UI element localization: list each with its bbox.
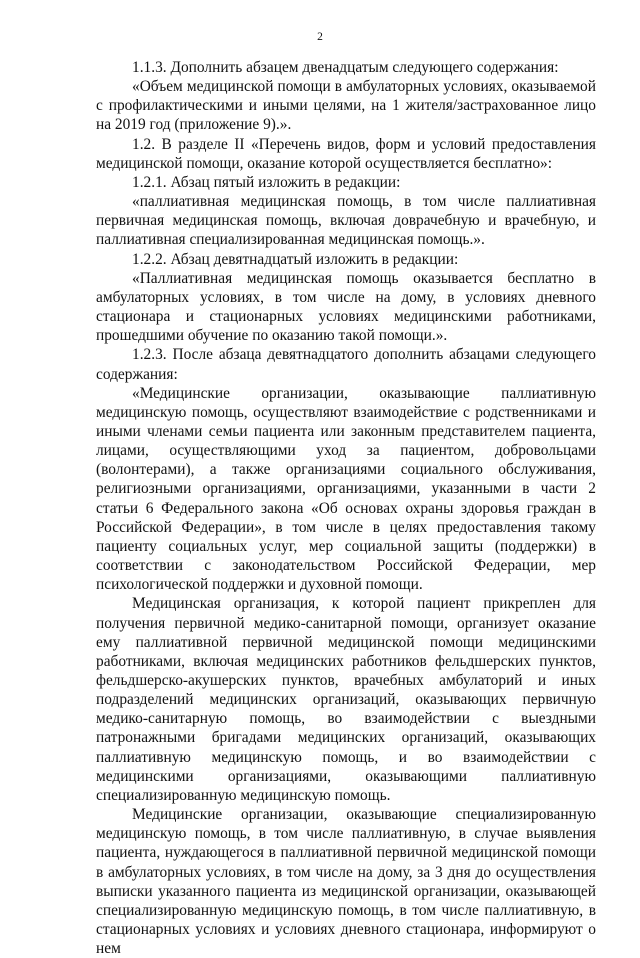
paragraph-specialized-care-org: Медицинские организации, оказывающие специализированную медицинскую помощь, в том числе паллиативную, в случае выявления пациента, нуждающегося в паллиативной первичной медицинской помощи в амбулаторных условиях, в том числе на дому, за 3 дня до осуществления выписки указанного пациента из медицинской организации, оказывающей специализированную медицинскую помощь, в том числе паллиативную, в стационарных условиях и условиях дневного стационара, информируют о нем xyxy=(96,806,596,958)
paragraph-volume-quote: «Объем медицинской помощи в амбулаторных условиях, оказываемой с профилактическими и иными целями, на 1 жителя/застрахованное лицо на 2019 год (приложение 9).». xyxy=(96,78,596,134)
paragraph-1-2-3: 1.2.3. После абзаца девятнадцатого дополнить абзацами следующего содержания: xyxy=(96,346,596,383)
document-body xyxy=(96,58,596,958)
paragraph-palliative-quote: «паллиативная медицинская помощь, в том числе паллиативная первичная медицинская помощь, включая доврачебную и врачебную, и паллиативная специализированная медицинская помощь.». xyxy=(96,193,596,249)
paragraph-1-2-2: 1.2.2. Абзац девятнадцатый изложить в редакции: xyxy=(132,250,459,268)
paragraph-1-2: 1.2. В разделе II «Перечень видов, форм и условий предоставления медицинской помощи, оказание которой осуществляется бесплатно»: xyxy=(96,135,596,172)
paragraph-free-care-quote: «Паллиативная медицинская помощь оказывается бесплатно в амбулаторных условиях, в том числе на дому, в условиях дневного стационара и стационарных условиях медицинскими работниками, прошедшими обучение по оказанию такой помощи.». xyxy=(96,269,596,345)
paragraph-organizations-interaction: «Медицинские организации, оказывающие паллиативную медицинскую помощь, осуществляют взаимодействие с родственниками и иными членами семьи пациента или законным представителем пациента, лицами, осуществляющими уход за пациентом, добровольцами (волонтерами), а также организациями социального обслуживания, религиозными организациями, организациями, указанными в части 2 статьи 6 Федерального закона «Об основах охраны здоровья граждан в Российской Федерации», в том числе в целях предоставления такому пациенту социальных услуг, мер социальной защиты (поддержки) в соответствии с законодательством Российской Федерации, мер психологической поддержки и духовной помощи. xyxy=(96,384,596,594)
page-number: 2 xyxy=(317,31,323,43)
paragraph-primary-care-org: Медицинская организация, к которой пациент прикреплен для получения первичной медико-санитарной помощи, организует оказание ему паллиативной первичной медицинской помощи медицинскими работниками, включая медицинских работников фельдшерских пунктов, фельдшерско-акушерских пунктов, врачебных амбулаторий и иных подразделений медицинских организаций, оказывающих первичную медико-санитарную помощь, во взаимодействии с выездными патронажными бригадами медицинских организаций, оказывающих паллиативную медицинскую помощь, и во взаимодействии с медицинскими организациями, оказывающими паллиативную специализированную медицинскую помощь. xyxy=(96,595,596,804)
paragraph-1-2-1: 1.2.1. Абзац пятый изложить в редакции: xyxy=(132,173,401,191)
paragraph-1-1-3: 1.1.3. Дополнить абзацем двенадцатым следующего содержания: xyxy=(132,59,559,76)
